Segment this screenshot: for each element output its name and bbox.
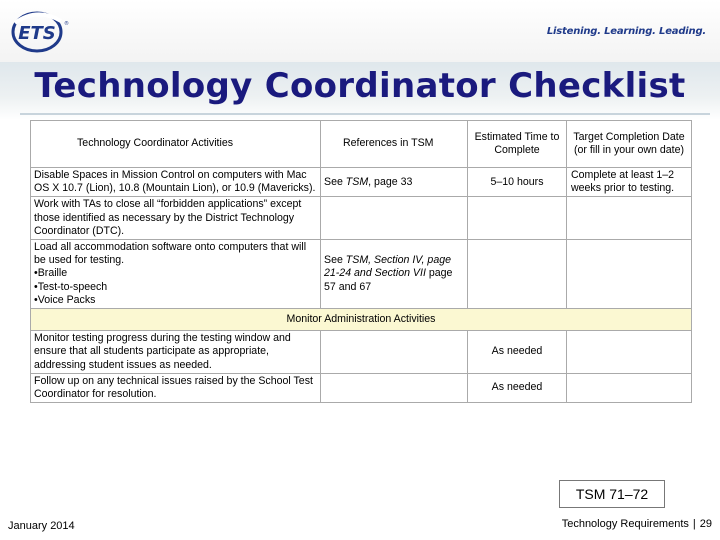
footer-date: January 2014: [8, 520, 75, 532]
tsm-reference-box: TSM 71–72: [559, 480, 665, 508]
reference-cell: [321, 240, 468, 309]
footer-section: Technology Requirements: [561, 518, 689, 530]
header-time: Estimated Time to Complete: [468, 121, 567, 168]
target-cell: [567, 240, 692, 309]
reference-cell: [321, 331, 468, 374]
section-row: [31, 309, 692, 331]
reference-cell: [321, 373, 468, 402]
table-row: [31, 240, 692, 309]
activity-text: Load all accommodation software onto computers that will be used for testing.: [34, 241, 307, 267]
footer-page-info: [562, 518, 712, 530]
reference-italic: TSM, Section IV, page 21-24 and Section VII: [324, 254, 451, 280]
reference-italic: TSM: [345, 175, 369, 188]
bullet-item: •Test-to-speech: [34, 280, 108, 293]
time-cell: As needed: [468, 331, 567, 374]
bullet-item: •Voice Packs: [34, 293, 96, 306]
table-row: [31, 168, 692, 197]
reference-cell: [321, 197, 468, 240]
svg-text:®: ®: [64, 21, 69, 27]
table-row: [31, 197, 692, 240]
activity-cell: Follow up on any technical issues raised by the School Test Coordinator for resolution.: [31, 373, 321, 402]
header-target: Target Completion Date (or fill in your own date): [567, 121, 692, 168]
checklist-table: [30, 120, 692, 403]
target-cell: [567, 197, 692, 240]
table-row: [31, 331, 692, 374]
title-divider: [20, 113, 710, 115]
reference-cell: [321, 168, 468, 197]
time-cell: [468, 197, 567, 240]
reference-prefix: See: [324, 175, 346, 188]
activity-cell: [31, 240, 321, 309]
target-cell: [567, 331, 692, 374]
time-cell: 5–10 hours: [468, 168, 567, 197]
header-references: References in TSM: [321, 121, 468, 168]
page-title: Technology Coordinator Checklist: [34, 66, 686, 106]
reference-prefix: See: [324, 254, 346, 267]
table-row: [31, 373, 692, 402]
table-header-row: [31, 121, 692, 168]
target-cell: [567, 373, 692, 402]
page-number: 29: [699, 518, 712, 530]
footer-separator: |: [692, 518, 696, 530]
activity-cell: Monitor testing progress during the testing window and ensure that all students participate as appropriate, addressing student issues as needed.: [31, 331, 321, 374]
reference-suffix: page 57 and 67: [324, 267, 453, 293]
reference-suffix: , page 33: [368, 175, 413, 188]
ets-logo: [10, 9, 70, 55]
activity-cell: Disable Spaces in Mission Control on computers with Mac OS X 10.7 (Lion), 10.8 (Mountain Lion), or 10.9 (Mavericks).: [31, 168, 321, 197]
time-cell: As needed: [468, 373, 567, 402]
bullet-item: •Braille: [34, 267, 68, 280]
header-activities: Technology Coordinator Activities: [31, 121, 321, 168]
activity-cell: Work with TAs to close all “forbidden applications” except those identified as necessary by the District Technology Coordinator (DTC).: [31, 197, 321, 240]
time-cell: [468, 240, 567, 309]
target-cell: Complete at least 1–2 weeks prior to testing.: [567, 168, 692, 197]
tagline: Listening. Learning. Leading.: [546, 26, 706, 37]
ets-logo-text: ETS: [18, 23, 56, 44]
section-title: Monitor Administration Activities: [31, 309, 692, 331]
